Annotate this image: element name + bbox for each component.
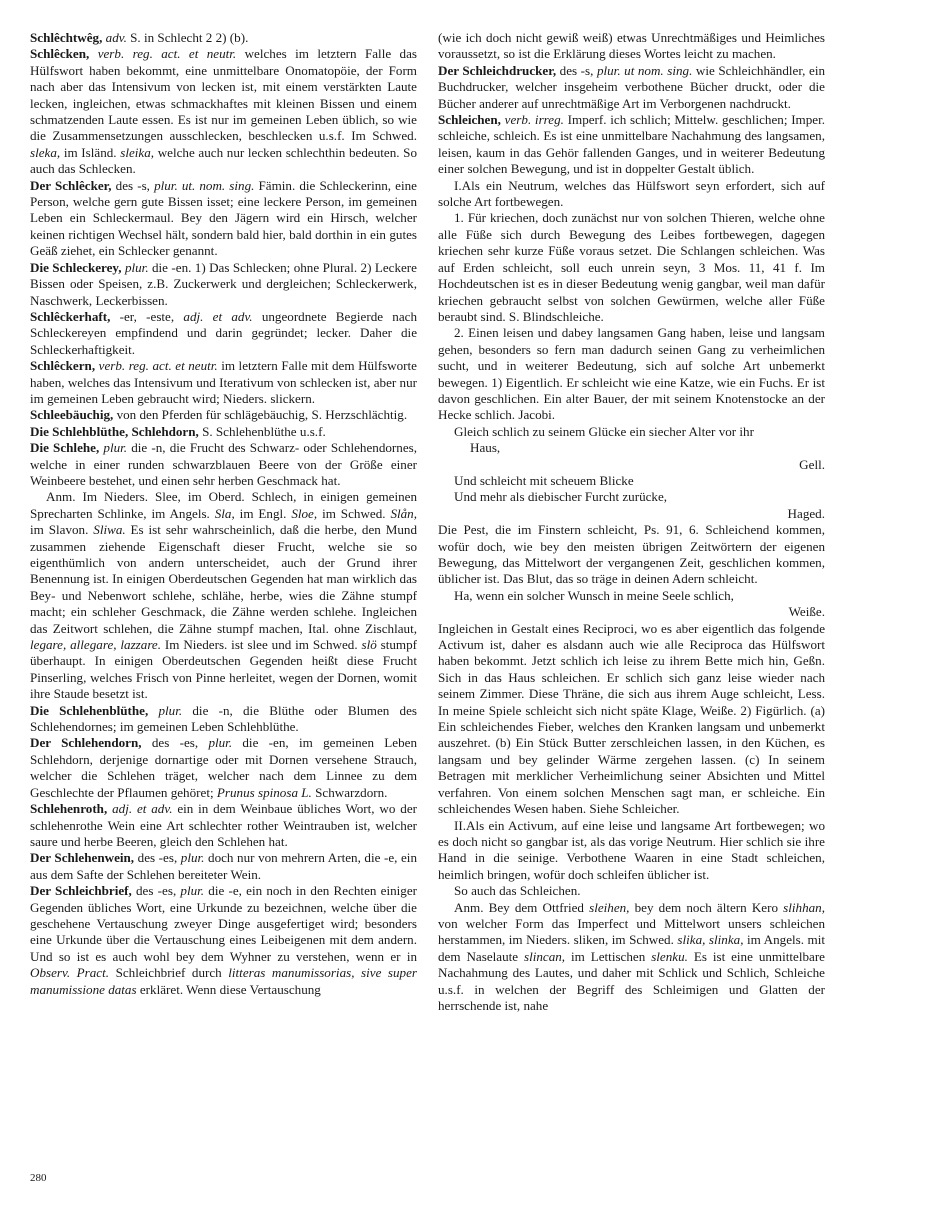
entry-headword: Der Schleichbrief, [30, 883, 132, 899]
entry-text: die -en, im gemeinen Leben Schlehdorn, derjenige dornartige oder mit Dornen versehene Strauch, welcher die Schlehen träget, welcher nach dem Linnee zu dem Geschlechte der Pflaumen gehöret; [30, 735, 417, 800]
grammar-label: verb. reg. act. et neutr. [97, 46, 237, 62]
entry-paragraph [438, 522, 825, 588]
grammar-label: plur. [158, 702, 183, 718]
entry-paragraph [438, 210, 825, 325]
entry-text: Imperf. ich schlich; Mittelw. geschlichen; Imper. schleiche, schleich. Es ist eine unmittelbare Nachahmung des langsamen, leisen, kaum in das Gehör fallenden Ganges, und in weiterer Bedeutung einer solchen Bewegung, und ist in doppelter Gestalt üblich. [438, 112, 826, 177]
dictionary-entry [30, 46, 417, 177]
entry-text: die -n, die Blüthe oder Blumen des Schlehendornes; im gemeinen Leben Schlehblüthe. [30, 702, 417, 735]
dictionary-entry [30, 407, 417, 423]
italic-term: Sliwa. [93, 522, 126, 538]
quote-attribution: Weiße. [788, 604, 825, 620]
entry-headword: Die Schlehe, [30, 440, 100, 456]
entry-headword: Die Schlehblüthe, Schlehdorn, [30, 423, 199, 439]
page-number: 280 [30, 1172, 47, 1184]
italic-term: Sla, [214, 505, 235, 521]
dictionary-entry [30, 260, 417, 309]
entry-headword: Der Schlehendorn, [30, 735, 142, 751]
italic-term: Sloe, [291, 505, 318, 521]
entry-headword: Die Schleckerey, [30, 259, 122, 275]
entry-text: Schwarzdorn. [311, 784, 388, 800]
italic-term: slö [361, 637, 377, 653]
entry-text: (wie ich doch nicht gewiß weiß) etwas Unrechtmäßiges und Heimliches voraussetzt, so ist die Erklärung dieses Wortes leicht zu machen. [438, 30, 825, 62]
italic-term: plur. ut. nom. sing. [154, 177, 255, 193]
entry-text: Anm. Im Nieders. Slee, im Oberd. Schlech, in einigen gemeinen Sprecharten Schlinke, im Angels. [30, 489, 417, 521]
entry-text: erkläret. Wenn diese Vertauschung [136, 981, 321, 997]
entry-headword: Schlehenroth, [30, 801, 108, 817]
dictionary-entry [30, 440, 417, 489]
entry-text: des -es, [131, 883, 181, 899]
entry-text: die -n, die Frucht des Schwarz- oder Schlehendornes, welche in einer runden schwarzblauen Beere von der Größe einer Weinbeere bestehet, und einen sehr herben Geschmack hat. [30, 440, 417, 488]
entry-headword: Schlêckern, [30, 358, 96, 374]
entry-text: S. in Schlecht 2 2) (b). [126, 30, 249, 45]
entry-text: 2. Einen leisen und dabey langsamen Gang haben, leise und langsam gehen, besonders so fern man dadurch seinen Gang zu verheimlichen sucht, und in weiterer Bedeutung, sich auf solche Art unbemerkt bewegen. 1) Eigentlich. Er schleicht wie eine Katze, wie ein Fuchs. Er ist davon geschlichen. Ein alter Bauer, der mit seinem Knotenstocke an der Hecke schlich. Jacobi. [438, 325, 825, 423]
grammar-label: plur. [124, 259, 149, 275]
entry-headword: Schleebäuchig, [30, 407, 114, 423]
italic-term: Prunus spinosa L. [216, 784, 312, 800]
entry-text: die -en. 1) Das Schlecken; ohne Plural. 2) Leckere Bissen oder Speisen, z.B. Zuckerwerk und dergleichen; Schleckerwerk, Naschwerk, Leckerbissen. [30, 259, 417, 308]
entry-text: die -e, ein noch in den Rechten einiger Gegenden übliches Wort, eine Urkunde zu bezeichnen, welche über die geschehene Vertauschung zweyer Dinge ausgefertiget wird; besonders eine Urkunde über die Vertauschung eines Leibeigenen mit dem andern. Und so ist es auch wohl bey dem Wyhner zu verstehen, wenn er in [30, 883, 417, 964]
italic-term: plur. [180, 883, 205, 899]
italic-term: Slån, [390, 505, 418, 521]
italic-term: legare, allegare, lazzare. [30, 637, 162, 653]
entry-text: So auch das Schleichen. [454, 883, 581, 899]
entry-text: ungeordnete Begierde nach Schleckereyen empfindend und darin gegründet; lecker. Daher die Schleckerhaftigkeit. [30, 308, 418, 357]
italic-term: slihhan, [783, 899, 826, 915]
entry-text: von welcher Form das Imperfect und Mittelwort unsers schleichen herstammen, im Nieders. sliken, im Schwed. [438, 915, 825, 948]
entry-headword: Schlêckerhaft, [30, 308, 111, 324]
entry-text: des -es, [134, 850, 181, 866]
dictionary-entry [30, 309, 417, 358]
verse-line: Und schleicht mit scheuem Blicke [454, 472, 634, 488]
entry-text: im Schwed. [317, 505, 391, 521]
entry-paragraph [438, 818, 825, 884]
entry-text: des -s, [556, 62, 597, 78]
dictionary-entry [30, 178, 417, 260]
italic-term: sleka, [30, 144, 61, 160]
entry-text: im Slavon. [30, 522, 94, 538]
entry-text: des -s, [111, 177, 155, 193]
entry-paragraph [438, 30, 825, 63]
entry-paragraph [438, 178, 825, 211]
italic-term: litteras manumissorias, sive super manumissione datas [30, 965, 418, 997]
italic-term: sleihen, [589, 899, 630, 915]
verse-line: Ha, wenn ein solcher Wunsch in meine Seele schlich, [454, 587, 734, 603]
grammar-label: adj. et adv. [112, 801, 173, 817]
entry-text: ein in dem Weinbaue übliches Wort, wo der schlehenrothe Wein eine Art schlechter rother Weintrauben ist, welcher saure und herbe Beeren, gleich den Schlehen hat. [30, 801, 417, 849]
entry-paragraph [438, 883, 825, 899]
italic-term: slenku. [651, 948, 688, 964]
entry-text: im Lettischen [565, 948, 652, 964]
entry-headword: Der Schleichdrucker, [438, 62, 557, 78]
verse-line: Gleich schlich zu seinem Glücke ein siecher Alter vor ihr [454, 423, 754, 439]
entry-headword: Der Schlêcker, [30, 177, 112, 193]
entry-text: Anm. Bey dem Ottfried [454, 899, 590, 915]
entry-text: stumpf überhaupt. In einigen Oberdeutschen Gegenden heißt diese Frucht Pinserling, welches Frisch von Pinne herleitet, wegen der Dornen, womit ihre Staude besetzt ist. [30, 637, 417, 702]
italic-term: plur. [180, 850, 205, 866]
italic-term: slincan, [523, 948, 566, 964]
entry-text: -er, -este, [110, 308, 184, 324]
grammar-label: verb. reg. act. et neutr. [98, 358, 218, 374]
entry-text: S. Schlehenblüthe u.s.f. [198, 423, 326, 439]
entry-text: im Angels. mit dem Naselaute [438, 932, 826, 964]
dictionary-entry [30, 703, 417, 736]
dictionary-entry [30, 30, 417, 46]
entry-paragraph [438, 621, 825, 818]
entry-text: von den Pferden für schlägebäuchig, S. Herzschlächtig. [113, 407, 408, 423]
dictionary-entry [30, 850, 417, 883]
entry-text: welches im letztern Falle das Hülfswort haben bekommt, eine unmittelbare Onomatopöie, der Form nach aber das Intensivum von lecken ist, mit einem verstärkten Laute lecken, ingleichen, etwas schmackhaftes mit kleinen Bissen und einem schmatzenden Laute essen. Es ist nur im gemeinen Leben üblich, so wie die Zusammensetzungen ausschlecken, beschlecken u.s.f. Im Schwed. [30, 46, 417, 144]
italic-term: adj. et adv. [183, 308, 253, 324]
entry-text: bey dem noch ältern Kero [629, 899, 784, 915]
dictionary-entry [30, 424, 417, 440]
entry-text: Fämin. die Schleckerinn, eine Person, welche gern gute Bissen isset; eine leckere Person, im gemeinen Leben ein Schleckermaul. Bey den Jägern wird ein Hirsch, welcher keinen richtigen Wechsel hält, sondern bald hier, bald dorthin in ein gutes Geäß ziehet, ein Schlecker genannt. [30, 177, 417, 259]
quote-attribution: Haged. [787, 505, 825, 521]
dictionary-entry [30, 883, 417, 998]
entry-paragraph [30, 489, 417, 702]
entry-headword: Die Schlehenblüthe, [30, 702, 149, 718]
entry-text: wie Schleichhändler, ein Buchdrucker, welcher insgeheim verbothene Bücher druckt, oder die Bücher anderer auf unrechtmäßige Art im Verborgenen nachdruckt. [438, 62, 825, 111]
entry-text: welche auch nur lecken schlechthin bedeuten. So auch das Schlecken. [30, 144, 417, 177]
right-column [438, 30, 825, 1014]
dictionary-page [30, 30, 830, 1190]
entry-text: II.Als ein Activum, auf eine leise und langsame Art fortbewegen; wo es doch nicht so gangbar ist, als das vorige Neutrum. Hier schlich sie ihre Hand in die seinige. Verbothene Waaren in eine Stadt schleichen, heimlich bringen, wofür doch schleifen üblicher ist. [438, 817, 825, 882]
dictionary-entry [30, 735, 417, 801]
entry-text: Ingleichen in Gestalt eines Reciproci, wo es aber eigentlich das folgende Activum ist, daher es alsdann auch wie alle Reciproca das Hülfswort haben bekommt. Jetzt schlich ich leise zu ihrem Bette mich hin, Geßn. Sich in das Haus schleichen. Er schlich sich ganz leise wieder nach seinem Zimmer. Diese Thräne, die sich aus ihrem Auge schleicht, Less. In meine Spiele schleicht sich nicht späte Klage, Weiße. 2) Figürlich. (a) Ein schleichendes Fieber, welches den Kranken langsam und unbemerkt auszehret. (b) Ein Stück Butter zerschleichen lassen, in den Küchen, es langsam und bey gelinder Wärme zergehen lassen. (c) In seinem Betragen mit merklicher Verheimlichung seiner Absichten und Mittel verfahren. Von einem solchen Menschen sagt man, er schleiche. Ein schleichendes Wesen haben. Siehe Schleicher. [438, 620, 825, 817]
entry-text: des -es, [141, 735, 209, 751]
entry-text: 1. Für kriechen, doch zunächst nur von solchen Thieren, welche ohne alle Füße sich durch Bewegung des Leibes fortbewegen, dagegen kriechen sehr kurze Füße voraus setzet. Die Schlangen schleichen. Was auf Erden schleicht, soll euch unrein seyn, 3 Mos. 11, 41 f. Im Hochdeutschen ist es in dieser Bedeutung wenig gangbar, weil man dafür kriechen gebraucht selbst von solchen Gewürmen, welche aller Füße beraubt sind. S. Blindschleiche. [438, 210, 825, 324]
entry-text: Im Nieders. ist slee und im Schwed. [161, 637, 362, 653]
quote-attribution: Gell. [799, 456, 825, 472]
grammar-label: adv. [105, 30, 127, 45]
italic-term: sleika, [120, 144, 155, 160]
entry-headword: Schlêchtwêg, [30, 30, 103, 45]
left-column [30, 30, 417, 998]
entry-text: im Isländ. [60, 144, 121, 160]
entry-paragraph [438, 900, 825, 1015]
entry-headword: Schlêcken, [30, 46, 90, 62]
entry-headword: Schleichen, [438, 112, 501, 128]
verse-line: Haus, [470, 440, 501, 456]
entry-text: I.Als ein Neutrum, welches das Hülfswort seyn erfordert, sich auf solche Art fortbewegen. [438, 177, 825, 210]
entry-headword: Der Schlehenwein, [30, 850, 135, 866]
entry-text: im letztern Falle mit dem Hülfsworte haben, welches das Intensivum und Iterativum von schlecken ist, aber nur im gemeinen Leben gebraucht wird; Nieders. slickern. [30, 358, 417, 406]
grammar-label: plur. [103, 440, 128, 456]
entry-text: Es ist sehr wahrscheinlich, daß die herbe, den Mund zusammen ziehende Eigenschaft dieser Frucht, welche sie so eigenthümlich von andern unterscheidet, auch der Grund ihrer Benennung ist. In einigen Oberdeutschen Gegenden hat man wirklich das Bey- und Nebenwort schlehe, schlähe, herbe, wies die Zähne stumpf macht; ein schleher Geschmack, die Zähne werden schlehe. Ingleichen das Zeitwort schlehen, die Zähne stumpf machen, Ital. ohne Zischlaut, [30, 522, 417, 636]
dictionary-entry [438, 112, 825, 178]
entry-text: Es ist eine unmittelbare Nachahmung des Lautes, und daher mit Schlick und Schlich, Schleiche u.s.f. in welchen der Begriff des Schleimigen und Glatten der herrschende ist, nahe [438, 948, 825, 1013]
entry-text: Die Pest, die im Finstern schleicht, Ps. 91, 6. Schleichend kommen, wofür doch, wie bey den meisten übrigen Zeitwörtern der eigenen Bewegung, das Mittelwort der vergangenen Zeit, geschlichen kommen, üblicher ist. Das Blut, das so träge in deinen Adern schleicht. [438, 522, 825, 587]
dictionary-entry [30, 801, 417, 850]
entry-paragraph [438, 325, 825, 423]
dictionary-entry [30, 358, 417, 407]
italic-term: plur. ut nom. sing. [596, 62, 693, 78]
italic-term: slika, slinka, [677, 932, 744, 948]
italic-term: Observ. Pract. [30, 965, 110, 981]
entry-text: doch nur von mehrern Arten, die -e, ein aus dem Safte der Schlehen bereiteter Wein. [30, 850, 417, 882]
italic-term: plur. [208, 735, 233, 751]
dictionary-entry [438, 63, 825, 112]
verse-line: Und mehr als diebischer Furcht zurücke, [454, 489, 668, 505]
grammar-label: verb. irreg. [504, 112, 564, 128]
entry-text: im Engl. [234, 505, 292, 521]
entry-text: Schleichbrief durch [109, 965, 229, 981]
